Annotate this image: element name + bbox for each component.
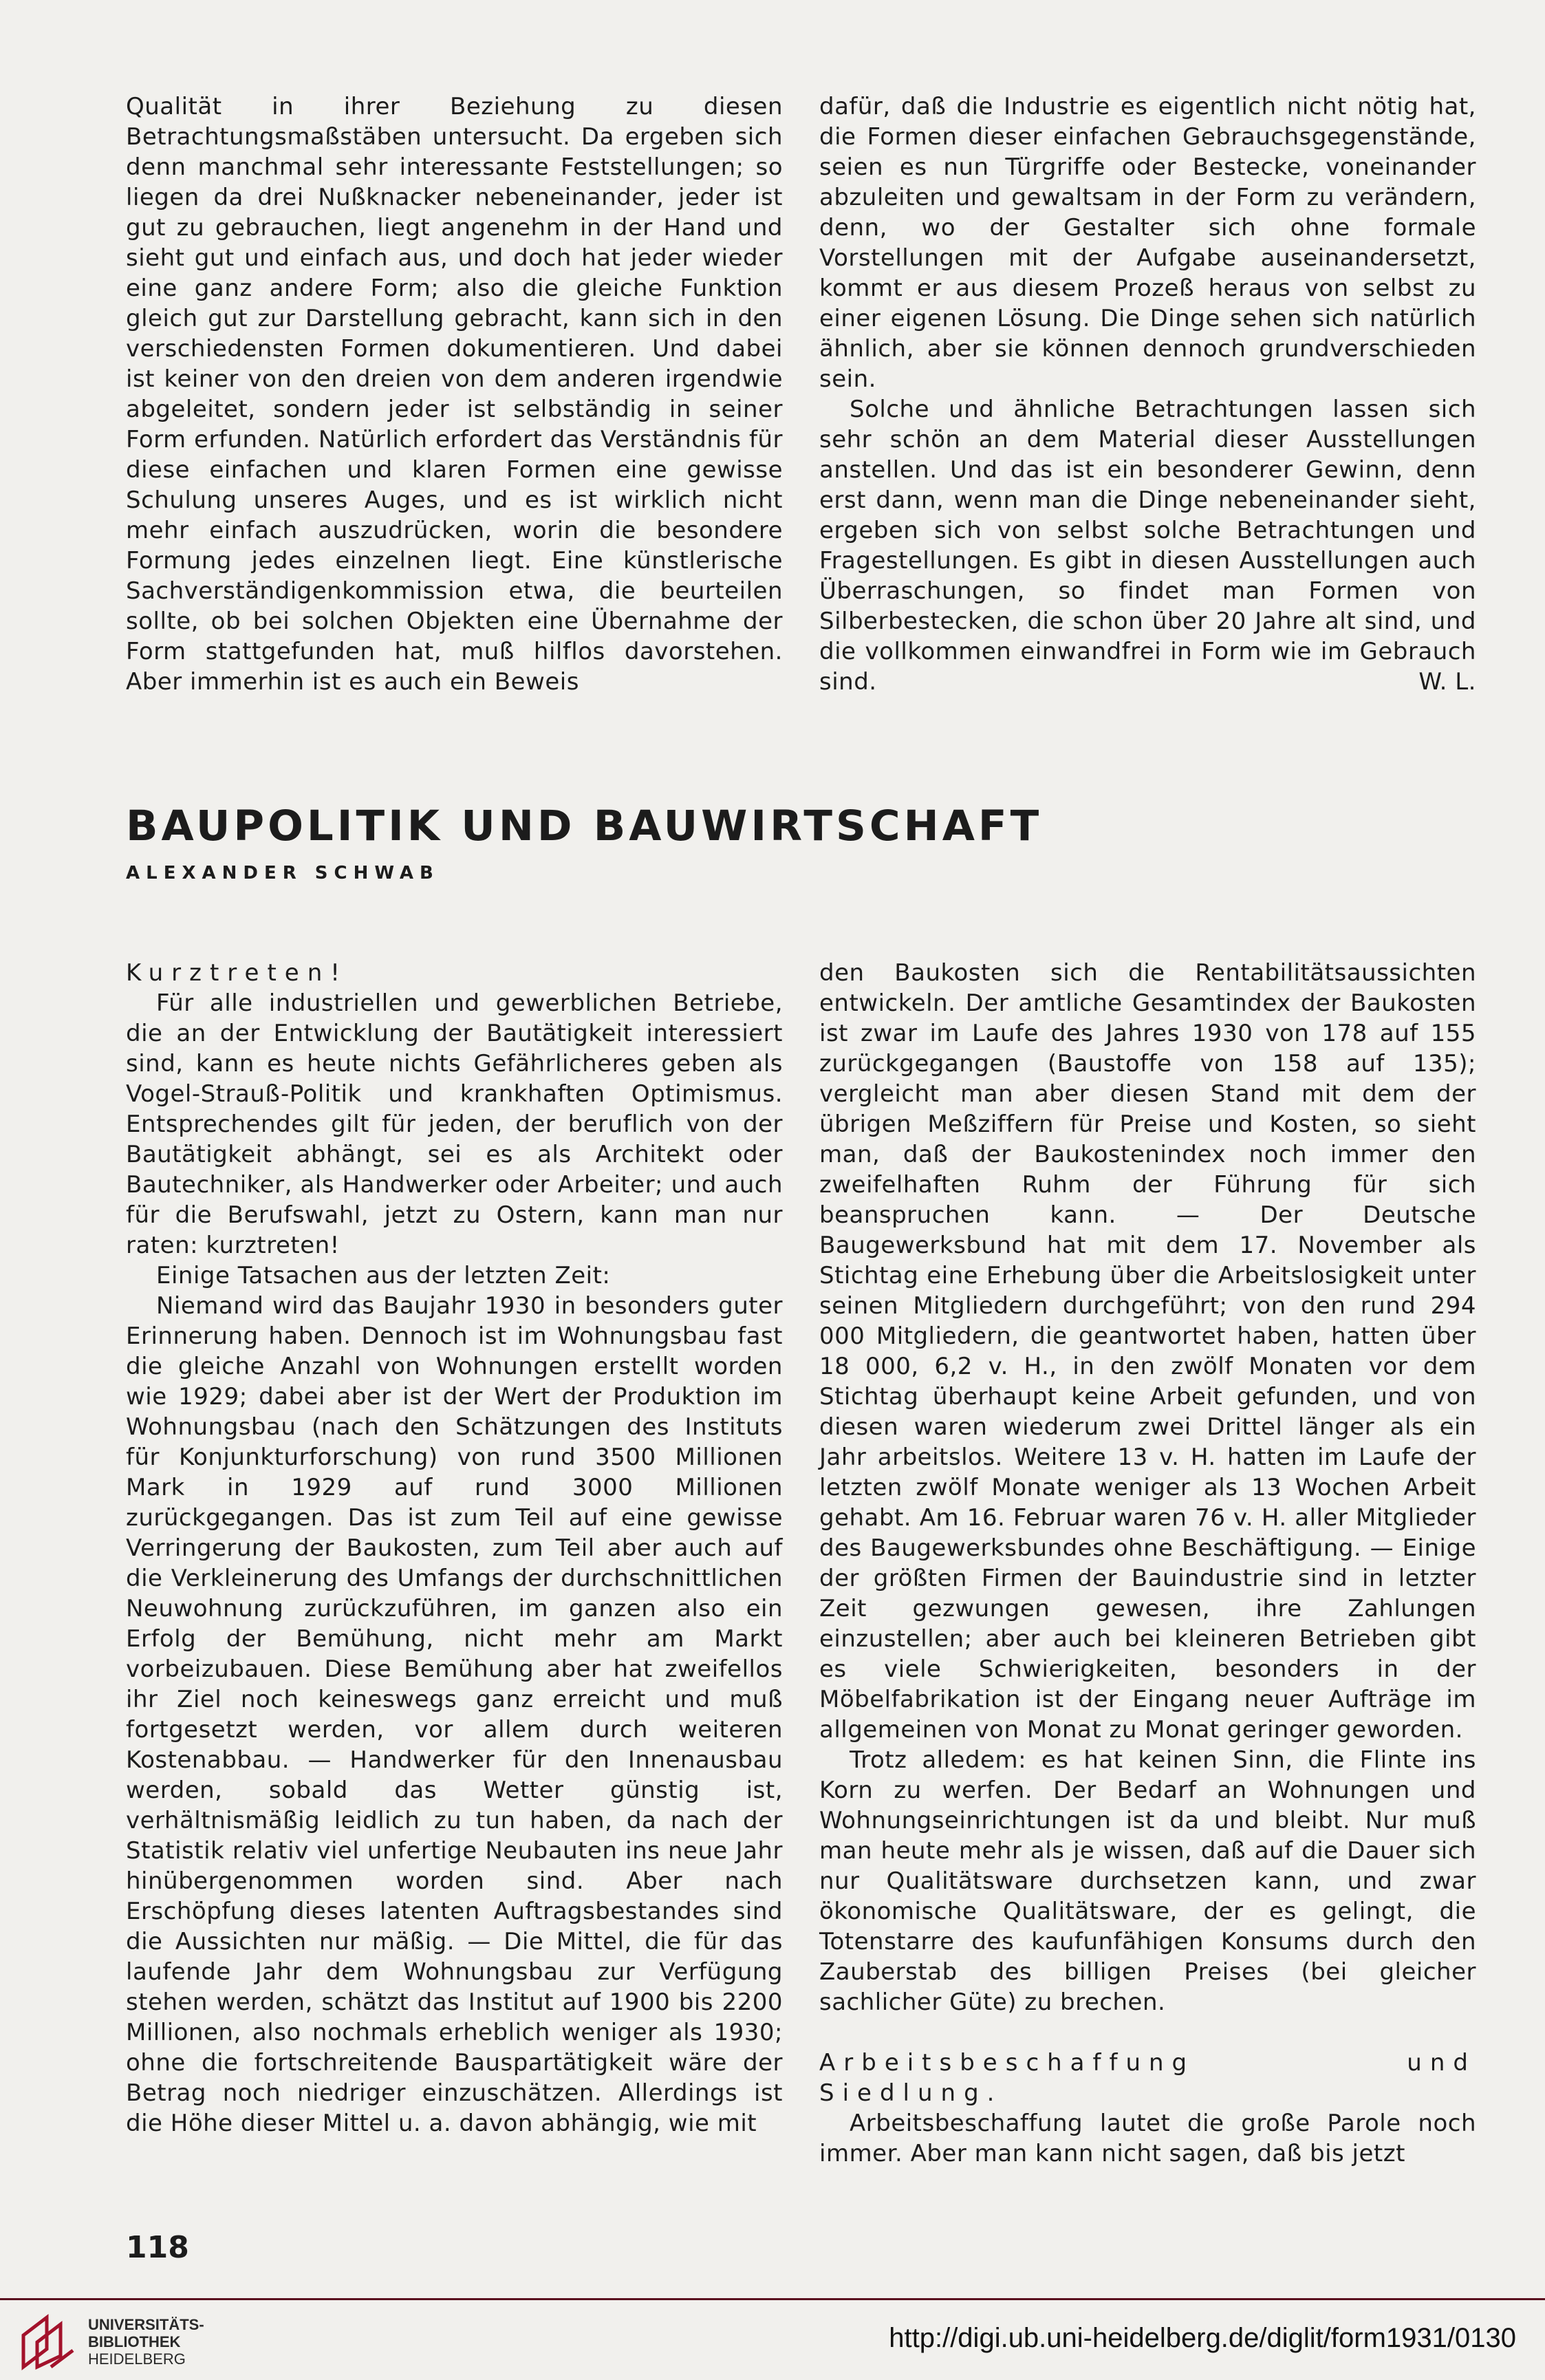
library-name-line: HEIDELBERG xyxy=(88,2350,186,2368)
library-name-line: UNIVERSITÄTS- xyxy=(88,2316,204,2333)
paragraph: Qualität in ihrer Beziehung zu diesen Betrachtungsmaßstäben untersucht. Da ergeben sich denn manchmal sehr interessante Feststellungen; so liegen da drei Nußknacker nebeneinander, jeder ist gut zu gebrauchen, liegt angenehm in der Hand und sieht gut und einfach aus, und doch hat jeder wieder eine ganz andere Form; also die gleiche Funktion gleich gut zur Darstellung gebracht, kann sich in den verschiedensten Formen dokumentieren. Und dabei ist keiner von den dreien von dem anderen irgendwie abgeleitet, sondern jeder ist selbständig in seiner Form erfunden. Natürlich erfordert das Verständnis für diese einfachen und klaren Formen eine gewisse Schulung unseres Auges, und es ist wirklich nicht mehr einfach auszudrücken, worin die besondere Formung jedes einzelnen liegt. Eine künstlerische Sachverständigenkommission etwa, die beurteilen sollte, ob bei solchen Objekten eine Übernahme der Form stattgefunden hat, muß hilflos davorstehen. Aber immerhin ist es auch ein Beweis xyxy=(126,93,783,696)
paragraph: Niemand wird das Baujahr 1930 in besonders guter Erinnerung haben. Dennoch ist im Wohnungsbau fast die gleiche Anzahl von Wohnungen erstellt worden wie 1929; dabei aber ist der Wert der Produktion im Wohnungsbau (nach den Schätzungen des Instituts für Konjunkturforschung) von rund 3500 Millionen Mark in 1929 auf rund 3000 Millionen zurückgegangen. Das ist zum Teil auf eine gewisse Verringerung der Baukosten, zum Teil aber auch auf die Verkleinerung des Umfangs der durchschnittlichen Neuwohnung zurückzuführen, im ganzen also ein Erfolg der Bemühung, nicht mehr am Markt vorbeizubauen. Diese Bemühung aber hat zweifellos ihr Ziel noch keineswegs ganz erreicht und muß fortgesetzt werden, vor allem durch weiteren Kostenabbau. — Handwerker für den Innenausbau werden, sobald das Wetter günstig ist, verhältnismäßig leidlich zu tun haben, da nach der Statistik relativ viel unfertige Neubauten ins neue Jahr hinübergenommen worden sind. Aber nach Erschöpfung dieses latenten Auftragsbestandes sind die Aussichten nur mäßig. — Die Mittel, die für das laufende Jahr dem Wohnungsbau zur Verfügung stehen werden, schätzt das Institut auf 1900 bis 2200 Millionen, also nochmals erheblich weniger als 1930; ohne die fortschreitende Bauspartätigkeit wäre der Betrag noch niedriger einzuschätzen. Allerdings ist die Höhe dieser Mittel u. a. davon abhängig, wie mit xyxy=(126,1292,783,2137)
footer-divider xyxy=(0,2298,1545,2300)
column-top-right xyxy=(819,92,1476,697)
section-heading: Kurztreten! xyxy=(126,959,348,987)
section-heading: Arbeitsbeschaffung und Siedlung. xyxy=(819,2049,1476,2107)
column-article-right xyxy=(819,958,1476,2169)
source-url-link[interactable]: http://digi.ub.uni-heidelberg.de/diglit/form1931/0130 xyxy=(889,2323,1516,2353)
article-title: BAUPOLITIK UND BAUWIRTSCHAFT xyxy=(126,802,1043,850)
logo-strokes xyxy=(23,2317,73,2367)
paragraph-text: Solche und ähnliche Betrachtungen lassen sich sehr schön an dem Material dieser Ausstellungen anstellen. Und das ist ein besonderer Gewinn, denn erst dann, wenn man die Dinge nebeneinander sieht, ergeben sich von selbst solche Betrachtungen und Fragestellungen. Es gibt in diesen Ausstellungen auch Überraschungen, so findet man Formen von Silberbestecken, die schon über 20 Jahre alt sind, und die vollkommen einwandfrei in Form wie im Gebrauch sind. xyxy=(819,396,1476,696)
paragraph: Einige Tatsachen aus der letzten Zeit: xyxy=(156,1262,611,1289)
article-author: ALEXANDER SCHWAB xyxy=(126,863,440,883)
library-name xyxy=(88,2316,204,2368)
paragraph: dafür, daß die Industrie es eigentlich nicht nötig hat, die Formen dieser einfachen Gebrauchsgegenstände, seien es nun Türgriffe oder Bestecke, voneinander abzuleiten und gewaltsam in der Form zu verändern, denn, wo der Gestalter sich ohne formale Vorstellungen mit der Aufgabe auseinandersetzt, kommt er aus diesem Prozeß heraus von selbst zu einer eigenen Lösung. Die Dinge sehen sich natürlich ähnlich, aber sie können dennoch grundverschieden sein. xyxy=(819,93,1476,393)
column-article-left xyxy=(126,958,783,2138)
paragraph: Trotz alledem: es hat keinen Sinn, die Flinte ins Korn zu werfen. Der Bedarf an Wohnungen und Wohnungseinrichtungen ist da und bleibt. Nur muß man heute mehr als je wissen, daß auf die Dauer sich nur Qualitätsware durchsetzen kann, und zwar ökonomische Qualitätsware, der es gelingt, die Totenstarre des kaufunfähigen Konsums durch den Zauberstab des billigen Preises (bei gleicher sachlicher Güte) zu brechen. xyxy=(819,1746,1476,2016)
library-logo-icon xyxy=(18,2312,78,2372)
page-number: 118 xyxy=(126,2230,189,2265)
paragraph xyxy=(819,394,1476,697)
column-top-left xyxy=(126,92,783,697)
paragraph: den Baukosten sich die Rentabilitätsaussichten entwickeln. Der amtliche Gesamtindex der Baukosten ist zwar im Laufe des Jahres 1930 von 178 auf 155 zurückgegangen (Baustoffe von 158 auf 135); vergleicht man aber diesen Stand mit dem der übrigen Meßziffern für Preise und Kosten, so sieht man, daß der Baukostenindex noch immer den zweifelhaften Ruhm der Führung für sich beanspruchen kann. — Der Deutsche Baugewerksbund hat mit dem 17. November als Stichtag eine Erhebung über die Arbeitslosigkeit unter seinen Mitgliedern durchgeführt; von den rund 294 000 Mitgliedern, die geantwortet haben, hatten über 18 000, 6,2 v. H., in den zwölf Monaten vor dem Stichtag überhaupt keine Arbeit gefunden, und von diesen waren wiederum zwei Drittel länger als ein Jahr arbeitslos. Weitere 13 v. H. hatten im Laufe der letzten zwölf Monate weniger als 13 Wochen Arbeit gehabt. Am 16. Februar waren 76 v. H. aller Mitglieder des Baugewerksbundes ohne Beschäftigung. — Einige der größten Firmen der Bauindustrie sind in letzter Zeit gezwungen gewesen, ihre Zahlungen einzustellen; aber auch bei kleineren Betrieben gibt es viele Schwierigkeiten, besonders in der Möbelfabrikation ist der Eingang neuer Aufträge im allgemeinen von Monat zu Monat geringer geworden. xyxy=(819,959,1476,1744)
library-name-line: BIBLIOTHEK xyxy=(88,2333,181,2350)
paragraph: Für alle industriellen und gewerblichen Betriebe, die an der Entwicklung der Bautätigkeit interessiert sind, kann es heute nichts Gefährlicheres geben als Vogel-Strauß-Politik und krankhaften Optimismus. Entsprechendes gilt für jeden, der beruflich von der Bautätigkeit abhängt, sei es als Architekt oder Bautechniker, als Handwerker oder Arbeiter; und auch für die Berufswahl, jetzt zu Ostern, kann man nur raten: kurztreten! xyxy=(126,989,783,1259)
signature-initials: W. L. xyxy=(1418,668,1476,696)
paragraph: Arbeitsbeschaffung lautet die große Parole noch immer. Aber man kann nicht sagen, daß bis jetzt xyxy=(819,2110,1476,2167)
